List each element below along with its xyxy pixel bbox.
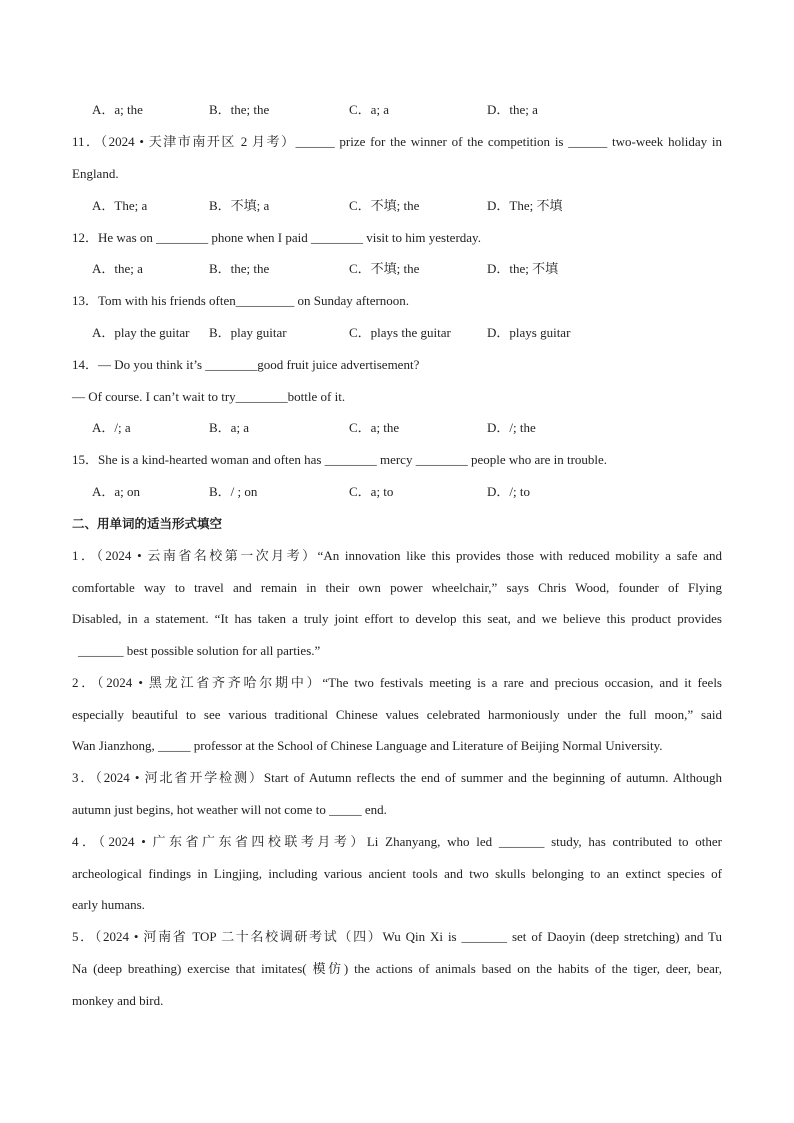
p2-line1: 2．（2024 • 黑龙江省齐齐哈尔期中）“The two festivals meeting is a rare and precious occasion, and it feels (72, 675, 722, 690)
q12-option-b: B．the; the (209, 261, 270, 276)
q12-option-c: C．不填; the (349, 261, 420, 276)
q13-stem: 13．Tom with his friends often_________ on Sunday afternoon. (72, 293, 410, 308)
q10-option-c: C．a; a (349, 102, 390, 117)
q15-option-a: A．a; on (92, 484, 141, 499)
q14-options (92, 420, 732, 436)
q12-option-d: D．the; 不填 (487, 261, 559, 276)
q14-option-c: C．a; the (349, 420, 400, 435)
p1-line3: Disabled, in a statement. “It has taken a truly joint effort to develop this seat, and we believe this product provides (72, 611, 722, 626)
p5-line3: monkey and bird. (72, 993, 164, 1008)
q12-options (92, 261, 732, 277)
q11-option-c: C．不填; the (349, 198, 420, 213)
q14-stem-line2: — Of course. I can’t wait to try________bottle of it. (72, 389, 346, 404)
section-heading: 二、用单词的适当形式填空 (72, 516, 223, 531)
q14-option-b: B．a; a (209, 420, 250, 435)
q13-option-b: B．play guitar (209, 325, 287, 340)
p2-line2: especially beautiful to see various traditional Chinese values celebrated harmoniously under the full moon,” said (72, 707, 722, 722)
p4-line3: early humans. (72, 897, 145, 912)
p3-line2: autumn just begins, hot weather will not come to _____ end. (72, 802, 387, 817)
p1-line1: 1．（2024 • 云南省名校第一次月考）“An innovation like this provides those with reduced mobility a safe and (72, 548, 722, 563)
q11-stem-line2: England. (72, 166, 119, 181)
p2-line3: Wan Jianzhong, _____ professor at the School of Chinese Language and Literature of Beijing Normal University. (72, 738, 663, 753)
q10-option-b: B．the; the (209, 102, 270, 117)
q13-options (92, 325, 732, 341)
q11-option-a: A．The; a (92, 198, 148, 213)
q10-option-d: D．the; a (487, 102, 538, 117)
q12-stem: 12．He was on ________ phone when I paid ________ visit to him yesterday. (72, 230, 481, 245)
q10-options (92, 102, 732, 118)
q15-option-d: D．/; to (487, 484, 530, 499)
q13-option-d: D．plays guitar (487, 325, 571, 340)
p1-line2: comfortable way to travel and remain in their own power wheelchair,” says Chris Wood, founder of Flying (72, 580, 722, 595)
q11-stem-line1: 11．（2024 • 天津市南开区 2 月考）______ prize for the winner of the competition is ______ two-week holiday in (72, 134, 722, 149)
p4-line1: 4．（2024 • 广东省广东省四校联考月考）Li Zhanyang, who led _______ study, has contributed to other (72, 834, 722, 849)
p1-line4: _______ best possible solution for all parties.” (78, 643, 321, 658)
q15-option-c: C．a; to (349, 484, 394, 499)
q14-option-a: A．/; a (92, 420, 131, 435)
q15-stem: 15．She is a kind-hearted woman and often has ________ mercy ________ people who are in trouble. (72, 452, 608, 467)
q11-option-b: B．不填; a (209, 198, 270, 213)
p5-line2: Na (deep breathing) exercise that imitates( 模仿) the actions of animals based on the habits of the tiger, deer, bear, (72, 961, 722, 976)
q12-option-a: A．the; a (92, 261, 143, 276)
q11-options (92, 198, 732, 214)
q13-option-c: C．plays the guitar (349, 325, 451, 340)
q11-option-d: D．The; 不填 (487, 198, 563, 213)
q15-options (92, 484, 732, 500)
p4-line2: archeological findings in Lingjing, including various ancient tools and two skulls belonging to an extinct species of (72, 866, 722, 881)
q10-option-a: A．a; the (92, 102, 143, 117)
q13-option-a: A．play the guitar (92, 325, 190, 340)
q14-stem-line1: 14．— Do you think it’s ________good fruit juice advertisement? (72, 357, 420, 372)
q14-option-d: D．/; the (487, 420, 536, 435)
q15-option-b: B．/ ; on (209, 484, 258, 499)
p3-line1: 3．（2024 • 河北省开学检测）Start of Autumn reflects the end of summer and the beginning of autumn. Although (72, 770, 722, 785)
p5-line1: 5．（2024 • 河南省 TOP 二十名校调研考试（四）Wu Qin Xi is _______ set of Daoyin (deep stretching) and Tu (72, 929, 722, 944)
